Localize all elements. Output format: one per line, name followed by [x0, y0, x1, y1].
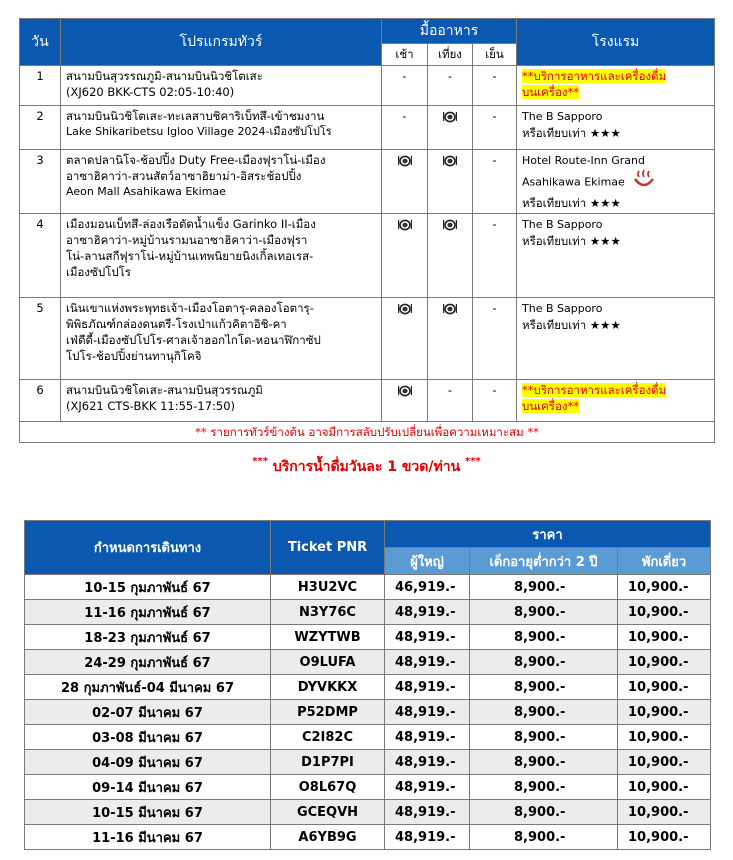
ticket-pnr: H3U2VC	[271, 575, 385, 600]
hotel-cell	[517, 66, 715, 106]
lunch-cell: -	[428, 66, 473, 106]
breakfast-cell	[382, 380, 428, 422]
travel-date: 09-14 มีนาคม 67	[25, 775, 271, 800]
water-note-stars-right: ***	[465, 456, 481, 467]
program-line: Aeon Mall Asahikawa Ekimae	[66, 185, 226, 198]
adult-price: 48,919.-	[385, 775, 470, 800]
single-price: 10,900.-	[618, 725, 711, 750]
program-line: สนามบินสุวรรณภูมิ-สนามบินนิวชิโตเสะ	[66, 69, 263, 83]
adult-price: 48,919.-	[385, 750, 470, 775]
price-row	[25, 675, 711, 700]
ticket-pnr: N3Y76C	[271, 600, 385, 625]
dinner-cell: -	[473, 298, 517, 380]
price-row	[25, 575, 711, 600]
ticket-pnr: GCEQVH	[271, 800, 385, 825]
price-row	[25, 750, 711, 775]
program-line: เฟ่ดีดี้-เมืองซัปโปโร-ศาลเจ้าฮอกไกโด-หอนาฬิกาซัป	[66, 333, 321, 347]
child-price: 8,900.-	[470, 800, 618, 825]
hotel-line: **บริการอาหารและเครื่องดื่ม	[522, 383, 667, 397]
program-line: โปโร-ช้อปปิ้งย่านทานุกิโคจิ	[66, 349, 202, 363]
itinerary-row	[20, 106, 715, 150]
adult-price: 48,919.-	[385, 600, 470, 625]
meal-icon	[442, 153, 458, 171]
program-line: (XJ620 BKK-CTS 02:05-10:40)	[66, 85, 235, 99]
itinerary-row	[20, 214, 715, 298]
adult-price: 48,919.-	[385, 800, 470, 825]
meal-icon	[397, 383, 413, 401]
meal-icon	[442, 109, 458, 127]
header-dinner: เย็น	[473, 44, 517, 66]
program-line: เนินเขาแห่งพระพุทธเจ้า-เมืองโอตารุ-คลองโอตารุ-	[66, 301, 314, 315]
header-meals: มื้ออาหาร	[382, 19, 517, 44]
travel-date: 10-15 กุมภาพันธ์ 67	[25, 575, 271, 600]
program-line: อาซาฮิคาว่า-สวนสัตว์อาซาฮิยาม่า-อิสระช้อปปิ้ง	[66, 169, 302, 183]
adult-price: 48,919.-	[385, 725, 470, 750]
child-price: 8,900.-	[470, 775, 618, 800]
child-price: 8,900.-	[470, 825, 618, 850]
onsen-icon	[631, 180, 657, 194]
header-lunch: เที่ยง	[428, 44, 473, 66]
travel-date: 04-09 มีนาคม 67	[25, 750, 271, 775]
meal-icon	[442, 301, 458, 319]
single-price: 10,900.-	[618, 700, 711, 725]
price-row	[25, 700, 711, 725]
lunch-cell	[428, 214, 473, 298]
program-line: พิพิธภัณฑ์กล่องดนตรี-โรงเป่าแก้วคิตาอิชิ-คา	[66, 317, 287, 331]
header-adult: ผู้ใหญ่	[385, 548, 470, 575]
water-note-stars-left: ***	[252, 456, 268, 467]
ticket-pnr: WZYTWB	[271, 625, 385, 650]
ticket-pnr: DYVKKX	[271, 675, 385, 700]
hotel-line: **บริการอาหารและเครื่องดื่ม	[522, 69, 667, 83]
adult-price: 48,919.-	[385, 675, 470, 700]
lunch-cell	[428, 150, 473, 214]
day-number: 6	[20, 380, 61, 422]
single-price: 10,900.-	[618, 650, 711, 675]
price-row	[25, 725, 711, 750]
meal-icon	[397, 301, 413, 319]
breakfast-cell: -	[382, 106, 428, 150]
day-number: 2	[20, 106, 61, 150]
lunch-cell	[428, 298, 473, 380]
price-row	[25, 800, 711, 825]
meal-icon	[397, 217, 413, 235]
price-row	[25, 825, 711, 850]
breakfast-cell	[382, 214, 428, 298]
hotel-line: The B Sapporo	[522, 302, 603, 315]
program-cell	[61, 66, 382, 106]
dinner-cell: -	[473, 150, 517, 214]
travel-date: 28 กุมภาพันธ์-04 มีนาคม 67	[25, 675, 271, 700]
price-row	[25, 625, 711, 650]
program-line: เมืองมอนเบ็ทสึ-ล่องเรือตัดน้ำแข็ง Garinko II-เมือง	[66, 217, 316, 231]
program-line: โน่-ลานสกีฟุราโน่-หมู่บ้านเทพนิยายนิงเกิ้ลเทอเรส-	[66, 249, 314, 263]
ticket-pnr: A6YB9G	[271, 825, 385, 850]
single-price: 10,900.-	[618, 625, 711, 650]
program-cell	[61, 298, 382, 380]
program-line: (XJ621 CTS-BKK 11:55-17:50)	[66, 399, 236, 413]
child-price: 8,900.-	[470, 700, 618, 725]
hotel-line: The B Sapporo	[522, 110, 603, 123]
header-hotel: โรงแรม	[517, 19, 715, 66]
child-price: 8,900.-	[470, 600, 618, 625]
child-price: 8,900.-	[470, 625, 618, 650]
day-number: 4	[20, 214, 61, 298]
water-note-text: บริการน้ำดื่มวันละ 1 ขวด/ท่าน	[272, 459, 461, 475]
program-cell	[61, 106, 382, 150]
breakfast-cell	[382, 150, 428, 214]
hotel-line: บนเครื่อง**	[522, 399, 579, 413]
travel-date: 10-15 มีนาคม 67	[25, 800, 271, 825]
ticket-pnr: C2I82C	[271, 725, 385, 750]
header-price: ราคา	[385, 521, 711, 548]
header-day: วัน	[20, 19, 61, 66]
ticket-pnr: O8L67Q	[271, 775, 385, 800]
day-number: 5	[20, 298, 61, 380]
adult-price: 46,919.-	[385, 575, 470, 600]
hotel-cell	[517, 106, 715, 150]
price-table	[24, 520, 711, 850]
drinking-water-note	[0, 456, 733, 478]
header-travel-date: กำหนดการเดินทาง	[25, 521, 271, 575]
program-line: สนามบินนิวชิโตเสะ-ทะเลสาบชิคาริเบ็ทสึ-เข้าชมงาน	[66, 109, 325, 123]
hotel-cell	[517, 150, 715, 214]
program-line: เมืองซัปโปโร	[66, 265, 131, 279]
child-price: 8,900.-	[470, 650, 618, 675]
dinner-cell: -	[473, 214, 517, 298]
ticket-pnr: P52DMP	[271, 700, 385, 725]
hotel-line: หรือเทียบเท่า ★★★	[522, 126, 621, 140]
single-price: 10,900.-	[618, 750, 711, 775]
meal-icon	[397, 153, 413, 171]
travel-date: 11-16 กุมภาพันธ์ 67	[25, 600, 271, 625]
hotel-line: Asahikawa Ekimae	[522, 175, 625, 189]
header-breakfast: เช้า	[382, 44, 428, 66]
travel-date: 18-23 กุมภาพันธ์ 67	[25, 625, 271, 650]
dinner-cell: -	[473, 66, 517, 106]
hotel-cell	[517, 214, 715, 298]
ticket-pnr: O9LUFA	[271, 650, 385, 675]
child-price: 8,900.-	[470, 750, 618, 775]
adult-price: 48,919.-	[385, 650, 470, 675]
header-single: พักเดี่ยว	[618, 548, 711, 575]
price-row	[25, 650, 711, 675]
itinerary-note: ** รายการทัวร์ข้างต้น อาจมีการสลับปรับเปลี่ยนเพื่อความเหมาะสม **	[20, 422, 715, 443]
hotel-line: Hotel Route-Inn Grand	[522, 154, 645, 167]
travel-date: 24-29 กุมภาพันธ์ 67	[25, 650, 271, 675]
single-price: 10,900.-	[618, 575, 711, 600]
hotel-cell	[517, 380, 715, 422]
child-price: 8,900.-	[470, 725, 618, 750]
header-ticket-pnr: Ticket PNR	[271, 521, 385, 575]
child-price: 8,900.-	[470, 675, 618, 700]
hotel-line: หรือเทียบเท่า ★★★	[522, 318, 621, 332]
dinner-cell: -	[473, 380, 517, 422]
day-number: 1	[20, 66, 61, 106]
single-price: 10,900.-	[618, 825, 711, 850]
hotel-line: บนเครื่อง**	[522, 85, 579, 99]
itinerary-row	[20, 298, 715, 380]
itinerary-row	[20, 380, 715, 422]
program-line: อาซาฮิคาว่า-หมู่บ้านรามนอาซาฮิคาว่า-เมืองฟุรา	[66, 233, 308, 247]
single-price: 10,900.-	[618, 775, 711, 800]
itinerary-table	[19, 18, 715, 443]
itinerary-row	[20, 66, 715, 106]
single-price: 10,900.-	[618, 675, 711, 700]
program-cell	[61, 214, 382, 298]
hotel-cell	[517, 298, 715, 380]
program-line: Lake Shikaribetsu Igloo Village 2024-เมืองซัปโปโร	[66, 125, 332, 138]
single-price: 10,900.-	[618, 600, 711, 625]
meal-icon	[442, 217, 458, 235]
single-price: 10,900.-	[618, 800, 711, 825]
program-cell	[61, 380, 382, 422]
day-number: 3	[20, 150, 61, 214]
adult-price: 48,919.-	[385, 825, 470, 850]
travel-date: 11-16 มีนาคม 67	[25, 825, 271, 850]
child-price: 8,900.-	[470, 575, 618, 600]
travel-date: 03-08 มีนาคม 67	[25, 725, 271, 750]
header-child: เด็กอายุต่ำกว่า 2 ปี	[470, 548, 618, 575]
travel-date: 02-07 มีนาคม 67	[25, 700, 271, 725]
lunch-cell	[428, 106, 473, 150]
hotel-line: The B Sapporo	[522, 218, 603, 231]
itinerary-row	[20, 150, 715, 214]
dinner-cell: -	[473, 106, 517, 150]
adult-price: 48,919.-	[385, 700, 470, 725]
lunch-cell: -	[428, 380, 473, 422]
program-line: ตลาดปลานิโจ-ช้อปปิ้ง Duty Free-เมืองฟุราโน่-เมือง	[66, 153, 326, 167]
price-row	[25, 600, 711, 625]
program-cell	[61, 150, 382, 214]
program-line: สนามบินนิวชิโตเสะ-สนามบินสุวรรณภูมิ	[66, 383, 263, 397]
adult-price: 48,919.-	[385, 625, 470, 650]
breakfast-cell: -	[382, 66, 428, 106]
ticket-pnr: D1P7PI	[271, 750, 385, 775]
hotel-line: หรือเทียบเท่า ★★★	[522, 196, 621, 210]
breakfast-cell	[382, 298, 428, 380]
price-row	[25, 775, 711, 800]
hotel-line: หรือเทียบเท่า ★★★	[522, 234, 621, 248]
header-program: โปรแกรมทัวร์	[61, 19, 382, 66]
